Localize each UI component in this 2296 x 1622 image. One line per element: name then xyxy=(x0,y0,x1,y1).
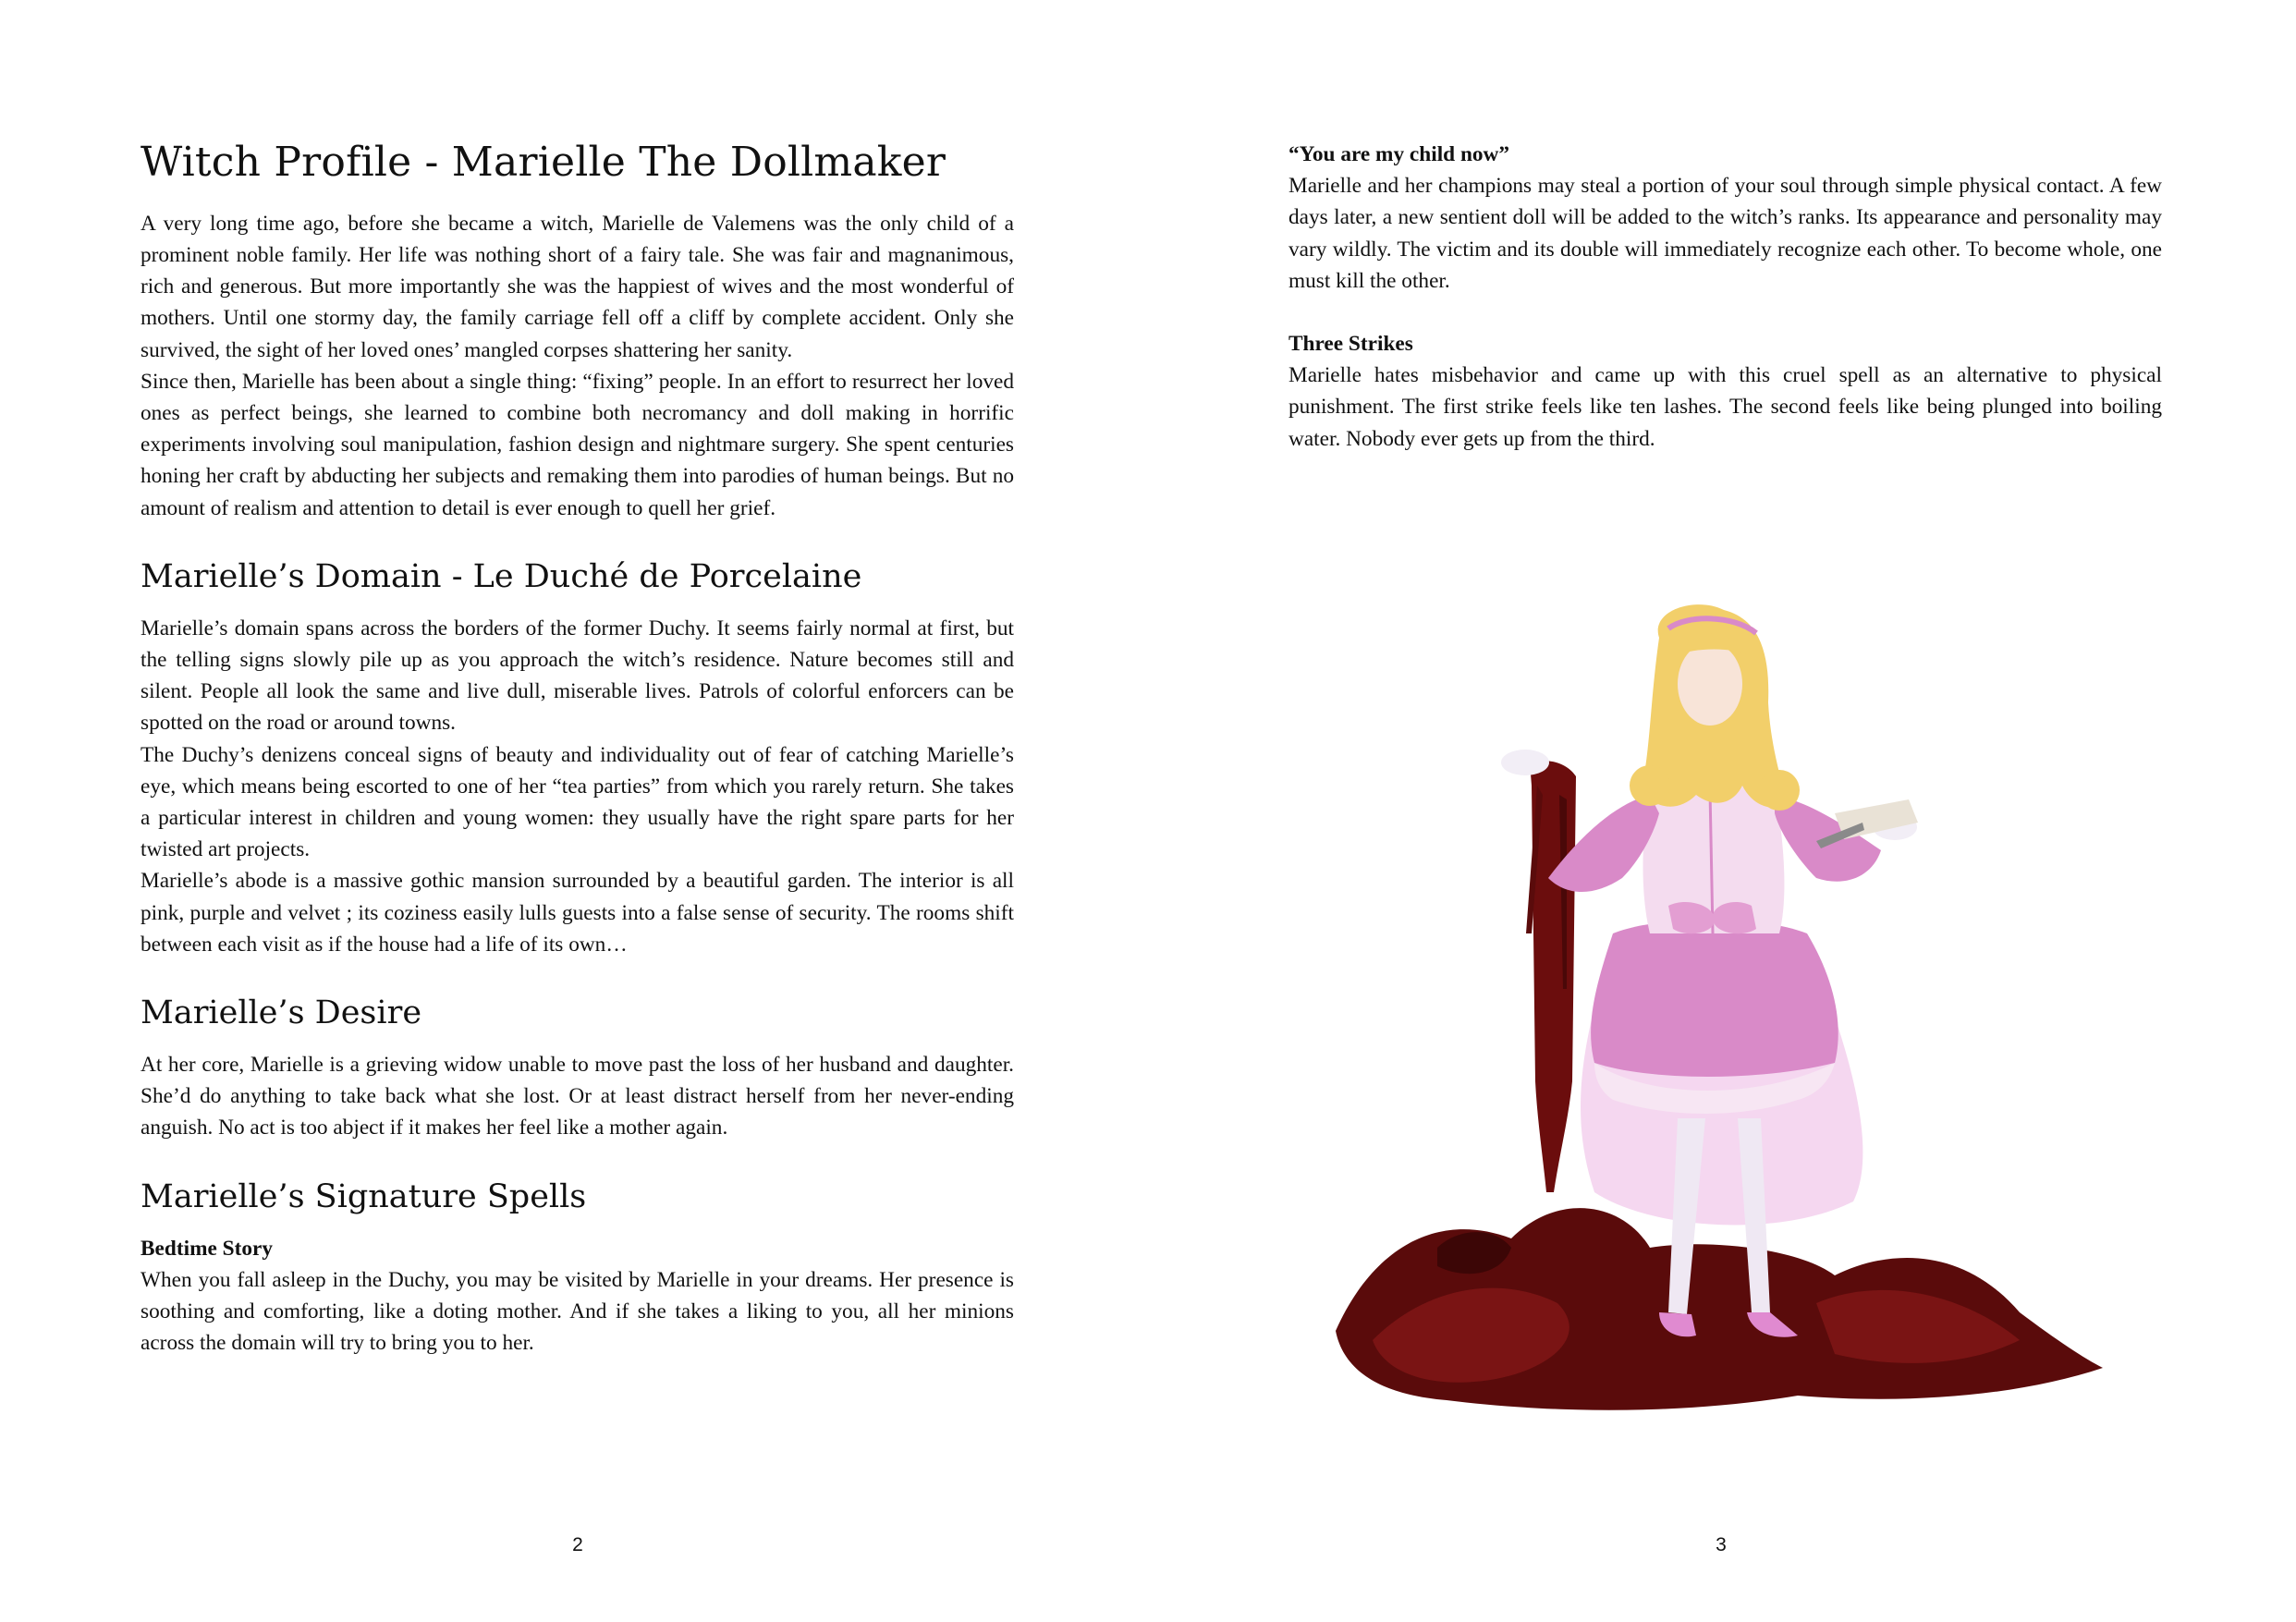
left-column xyxy=(140,139,1014,1359)
spell-text-three-strikes: Marielle hates misbehavior and came up with this cruel spell as an alternative to physical punishment. The first strike feels like ten lashes. The second feels like being plunged into boiling water. Nobody ever gets up from the third. xyxy=(1288,363,2162,451)
domain-paragraph-3: Marielle’s abode is a massive gothic mansion surrounded by a beautiful garden. The interior is all pink, purple and velvet ; its coziness easily lulls guests into a false sense of security. The rooms shift between each visit as if the house had a life of its own… xyxy=(140,869,1014,957)
page-number-left: 2 xyxy=(572,1534,583,1555)
right-column xyxy=(1288,139,2162,455)
marielle-illustration xyxy=(1317,601,2112,1414)
blood-pool xyxy=(1336,1208,2103,1410)
intro-paragraph-2: Since then, Marielle has been about a single thing: “fixing” people. In an effort to resurrect her loved ones as perfect beings, she learned to combine both necromancy and doll making in horrific experiments involving soul manipulation, fashion design and nightmare surgery. She spent centuries honing her craft by abducting her subjects and remaking them into parodies of human beings. But no amount of realism and attention to detail is ever enough to quell her grief. xyxy=(140,369,1014,520)
page-number-right: 3 xyxy=(1716,1534,1727,1555)
page-title: Witch Profile - Marielle The Dollmaker xyxy=(140,139,946,186)
spell-text-my-child: Marielle and her champions may steal a portion of your soul through simple physical contact. A few days later, a new sentient doll will be added to the witch’s ranks. Its appearance and personality may vary wildly. The victim and its double will immediately recognize each other. To become whole, one must kill the other. xyxy=(1288,174,2162,293)
desire-heading: Marielle’s Desire xyxy=(140,994,422,1032)
intro-paragraph-1: A very long time ago, before she became a witch, Marielle de Valemens was the only child of a prominent noble family. Her life was nothing short of a fairy tale. She was fair and magnanimous, rich and generous. But more importantly she was the happiest of wives and the most wonderful of mothers. Until one stormy day, the family carriage fell off a cliff by complete accident. Only she survived, the sight of her loved ones’ mangled corpses shattering her sanity. xyxy=(140,211,1014,362)
domain-paragraph-2: The Duchy’s denizens conceal signs of beauty and individuality out of fear of catching Marielle’s eye, which means being escorted to one of her “tea parties” from which you rarely return. She takes a particular interest in children and young women: they usually have the right spare parts for her twisted art projects. xyxy=(140,742,1014,862)
left-glove xyxy=(1501,750,1549,775)
spell-name-bedtime-story: Bedtime Story xyxy=(140,1236,273,1261)
head xyxy=(1630,604,1800,811)
desire-paragraph: At her core, Marielle is a grieving widow unable to move past the loss of her husband and daughter. She’d do anything to take back what she lost. Or at least distract herself from her never-ending anguish. No act is too abject if it makes her feel like a mother again. xyxy=(140,1053,1014,1140)
blood-drip xyxy=(1526,761,1576,1192)
spell-name-three-strikes: Three Strikes xyxy=(1288,332,1413,357)
spells-heading: Marielle’s Signature Spells xyxy=(140,1177,587,1215)
spell-name-my-child: “You are my child now” xyxy=(1288,142,1510,166)
spell-text-bedtime-story: When you fall asleep in the Duchy, you may be visited by Marielle in your dreams. Her presence is soothing and comforting, like a doting mother. And if she takes a liking to you, all her minions across the domain will try to bring you to her. xyxy=(140,1267,1014,1356)
right-page xyxy=(1148,0,2296,1622)
domain-heading: Marielle’s Domain - Le Duché de Porcelaine xyxy=(140,557,862,595)
domain-paragraph-1: Marielle’s domain spans across the borders of the former Duchy. It seems fairly normal at first, but the telling signs slowly pile up as you approach the witch’s residence. Nature becomes still and silent. People all look the same and live dull, miserable lives. Patrols of colorful enforcers can be spotted on the road or around towns. xyxy=(140,616,1014,736)
